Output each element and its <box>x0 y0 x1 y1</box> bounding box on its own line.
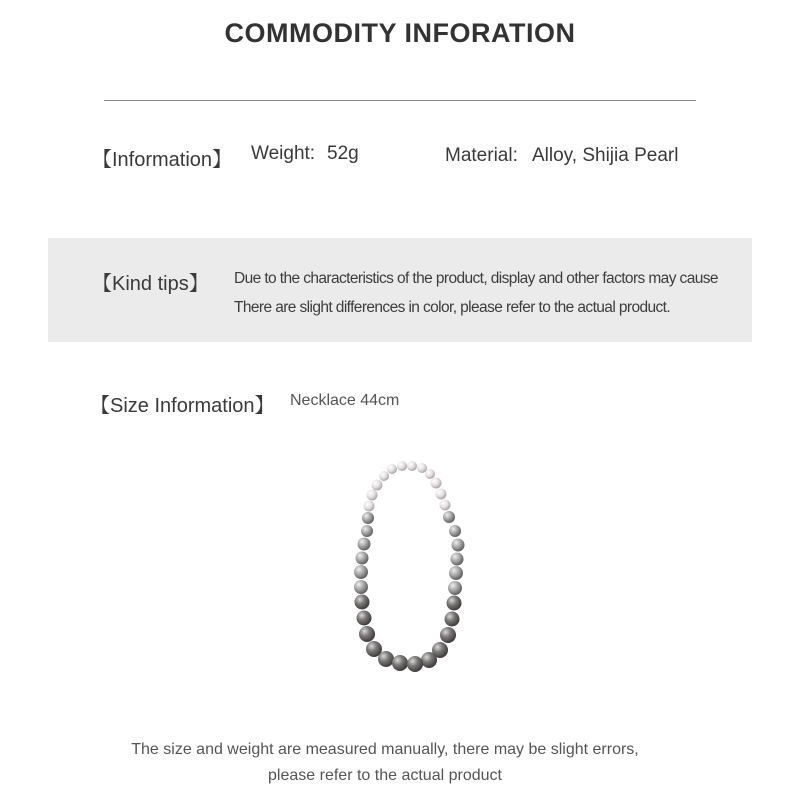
kind-tips-line-1: Due to the characteristics of the product, display and other factors may cause <box>234 270 718 287</box>
footer-note-line-2: please refer to the actual product <box>268 767 502 784</box>
pearl-necklace-image <box>340 455 480 685</box>
material-label: Material: <box>445 145 518 166</box>
title-divider <box>104 100 696 101</box>
information-label: 【Information】 <box>92 149 233 171</box>
weight-label: Weight: <box>251 143 316 164</box>
weight-value: 52g <box>327 143 359 164</box>
kind-tips-label: 【Kind tips】 <box>92 273 209 295</box>
page-title: COMMODITY INFORATION <box>224 18 576 48</box>
size-value: Necklace 44cm <box>290 392 400 409</box>
size-information-label: 【Size Information】 <box>90 395 275 417</box>
material-value: Alloy, Shijia Pearl <box>532 145 679 166</box>
necklace-strand <box>354 461 465 672</box>
footer-note-line-1: The size and weight are measured manually, there may be slight errors, <box>131 741 639 758</box>
kind-tips-line-2: There are slight differences in color, please refer to the actual product. <box>234 299 671 316</box>
